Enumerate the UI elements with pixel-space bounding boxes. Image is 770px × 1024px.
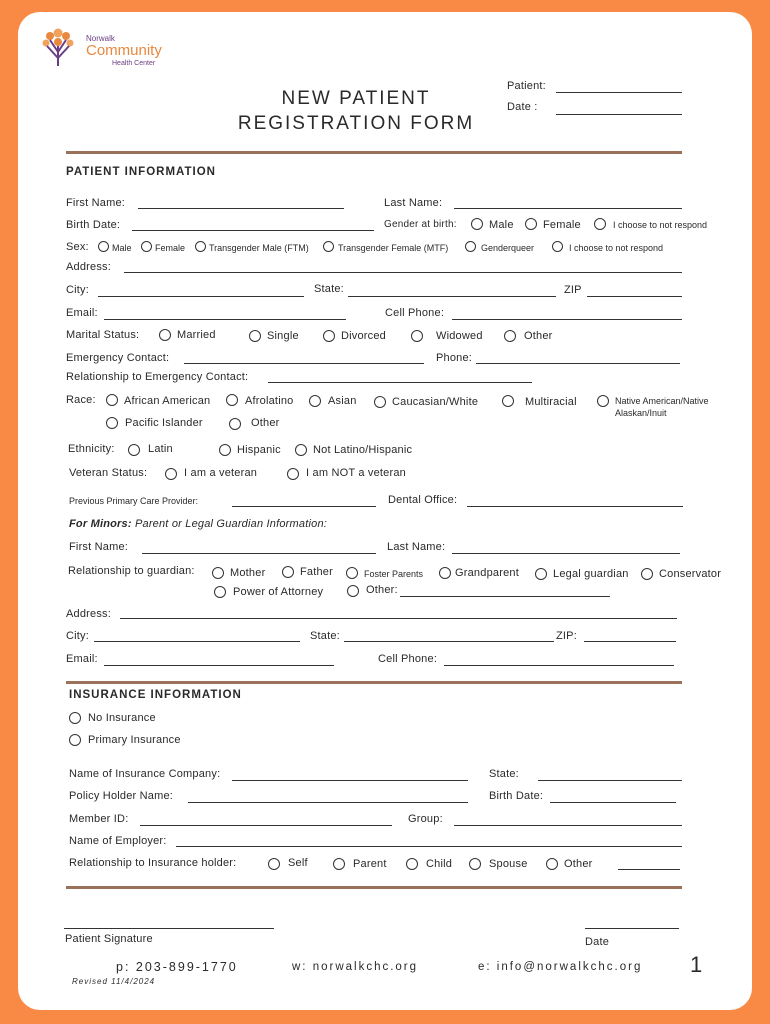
sex-norespond-radio[interactable] [552, 241, 563, 252]
footer-email: e: info@norwalkchc.org [478, 961, 643, 973]
veteran-no-radio[interactable] [287, 468, 299, 480]
veteran-yes-label: I am a veteran [184, 467, 258, 479]
ethnicity-hispanic-label: Hispanic [237, 444, 281, 456]
form-title-line2: REGISTRATION FORM [237, 113, 475, 134]
ethnicity-latin-radio[interactable] [128, 444, 140, 456]
minor-email-field[interactable] [104, 665, 334, 666]
sex-female-radio[interactable] [141, 241, 152, 252]
section-divider [66, 681, 682, 684]
member-id-field[interactable] [140, 825, 392, 826]
sex-norespond-label: I choose to not respond [569, 243, 664, 253]
sex-ftm-radio[interactable] [195, 241, 206, 252]
insurance-state-label: State: [489, 768, 519, 780]
first-name-field[interactable] [138, 208, 344, 209]
insurance-heading: INSURANCE INFORMATION [69, 689, 242, 701]
ins-spouse-radio[interactable] [469, 858, 481, 870]
primary-insurance-label: Primary Insurance [88, 734, 181, 746]
race-label: Race: [66, 394, 96, 406]
marital-other-label: Other [524, 330, 553, 342]
logo [38, 26, 162, 82]
race-multiracial-label: Multiracial [525, 396, 577, 408]
address-field[interactable] [124, 272, 682, 273]
marital-single-radio[interactable] [249, 330, 261, 342]
cell-phone-field[interactable] [452, 319, 682, 320]
insurance-birth-date-field[interactable] [550, 802, 676, 803]
sex-male-label: Male [112, 243, 132, 253]
guardian-mother-label: Mother [230, 567, 266, 579]
insurance-relationship-label: Relationship to Insurance holder: [69, 857, 237, 869]
gender-male-radio[interactable] [471, 218, 483, 230]
guardian-grandparent-radio[interactable] [439, 567, 451, 579]
ins-child-radio[interactable] [406, 858, 418, 870]
form-page [18, 12, 752, 1010]
race-asian-radio[interactable] [309, 395, 321, 407]
primary-care-field[interactable] [232, 506, 376, 507]
minor-last-name-label: Last Name: [387, 541, 446, 553]
race-african-american-radio[interactable] [106, 394, 118, 406]
gender-male-label: Male [489, 219, 514, 231]
sex-genderqueer-radio[interactable] [465, 241, 476, 252]
emergency-phone-label: Phone: [436, 352, 473, 364]
marital-married-label: Married [177, 329, 216, 341]
emergency-phone-field[interactable] [476, 363, 680, 364]
ins-other-label: Other [564, 858, 593, 870]
last-name-label: Last Name: [384, 197, 443, 209]
emergency-contact-label: Emergency Contact: [66, 352, 170, 364]
race-afrolatino-label: Afrolatino [245, 395, 294, 407]
section-divider [66, 151, 682, 154]
minor-email-label: Email: [66, 653, 98, 665]
dental-office-field[interactable] [467, 506, 683, 507]
gender-norespond-label: I choose to not respond [613, 220, 708, 230]
veteran-yes-radio[interactable] [165, 468, 177, 480]
sex-mtf-radio[interactable] [323, 241, 334, 252]
cell-phone-label: Cell Phone: [385, 307, 445, 319]
sex-female-label: Female [155, 243, 186, 253]
birth-date-field[interactable] [132, 230, 374, 231]
gender-female-radio[interactable] [525, 218, 537, 230]
minor-city-label: City: [66, 630, 89, 642]
sex-mtf-label: Transgender Female (MTF) [338, 243, 449, 253]
marital-divorced-radio[interactable] [323, 330, 335, 342]
minor-last-name-field[interactable] [452, 553, 680, 554]
veteran-no-label: I am NOT a veteran [306, 467, 406, 479]
last-name-field[interactable] [454, 208, 682, 209]
group-label: Group: [408, 813, 443, 825]
minors-heading-bold: For Minors: [69, 518, 132, 530]
race-native-american-label: Native American/Native [615, 396, 709, 406]
ethnicity-label: Ethnicity: [68, 443, 115, 455]
insurance-company-label: Name of Insurance Company: [69, 768, 221, 780]
ins-self-radio[interactable] [268, 858, 280, 870]
guardian-other-label: Other: [366, 584, 398, 596]
race-african-american-label: African American [124, 395, 211, 407]
marital-other-radio[interactable] [504, 330, 516, 342]
tree-logo-icon [38, 28, 78, 68]
footer-phone: p: 203-899-1770 [116, 960, 238, 974]
race-pacific-islander-radio[interactable] [106, 417, 118, 429]
ins-child-label: Child [426, 858, 453, 870]
relationship-emergency-field[interactable] [268, 382, 532, 383]
minor-address-field[interactable] [120, 618, 677, 619]
zip-field[interactable] [587, 296, 682, 297]
gender-at-birth-label: Gender at birth: [384, 219, 457, 230]
logo-line1: Norwalk [86, 34, 115, 43]
state-field[interactable] [348, 296, 556, 297]
ethnicity-latin-label: Latin [148, 443, 173, 455]
minor-cell-phone-field[interactable] [444, 665, 674, 666]
guardian-grandparent-label: Grandparent [455, 567, 519, 579]
marital-single-label: Single [267, 330, 299, 342]
minor-zip-label: ZIP: [556, 630, 577, 642]
minor-first-name-label: First Name: [69, 541, 129, 553]
minor-first-name-field[interactable] [142, 553, 376, 554]
ethnicity-not-latino-label: Not Latino/Hispanic [313, 444, 413, 456]
insurance-company-field[interactable] [232, 780, 468, 781]
marital-married-radio[interactable] [159, 329, 171, 341]
employer-field[interactable] [176, 846, 682, 847]
minors-heading-rest: Parent or Legal Guardian Information: [131, 518, 328, 530]
guardian-other-field[interactable] [400, 596, 610, 597]
minor-cell-phone-label: Cell Phone: [378, 653, 438, 665]
race-caucasian-label: Caucasian/White [392, 396, 479, 408]
city-field[interactable] [98, 296, 304, 297]
footer-web: w: norwalkchc.org [292, 961, 419, 973]
guardian-mother-radio[interactable] [212, 567, 224, 579]
page-number: 1 [690, 952, 703, 977]
minor-state-label: State: [310, 630, 340, 642]
guardian-legal-radio[interactable] [535, 568, 547, 580]
minor-city-field[interactable] [94, 641, 300, 642]
guardian-conservator-radio[interactable] [641, 568, 653, 580]
ins-other-field[interactable] [618, 869, 680, 870]
race-multiracial-radio[interactable] [502, 395, 514, 407]
race-native-american-label-line2: Alaskan/Inuit [615, 408, 667, 418]
race-pacific-islander-label: Pacific Islander [125, 417, 203, 429]
email-field[interactable] [104, 319, 346, 320]
relationship-emergency-label: Relationship to Emergency Contact: [66, 371, 249, 383]
footer-revised: Revised 11/4/2024 [72, 977, 156, 986]
race-native-american-radio[interactable] [597, 395, 609, 407]
guardian-father-label: Father [300, 566, 333, 578]
marital-widowed-radio[interactable] [411, 330, 423, 342]
race-other-radio[interactable] [229, 418, 241, 430]
guardian-father-radio[interactable] [282, 566, 294, 578]
guardian-poa-radio[interactable] [214, 586, 226, 598]
city-label: City: [66, 284, 89, 296]
state-label: State: [314, 283, 344, 295]
guardian-foster-radio[interactable] [346, 567, 358, 579]
guardian-legal-label: Legal guardian [553, 568, 629, 580]
ethnicity-not-latino-radio[interactable] [295, 444, 307, 456]
signature-date-label: Date [585, 936, 610, 948]
guardian-relationship-label: Relationship to guardian: [68, 565, 195, 577]
sex-ftm-label: Transgender Male (FTM) [209, 243, 309, 253]
minor-zip-field[interactable] [584, 641, 676, 642]
guardian-conservator-label: Conservator [659, 568, 722, 580]
emergency-contact-field[interactable] [184, 363, 424, 364]
dental-office-label: Dental Office: [388, 494, 458, 506]
policy-holder-field[interactable] [188, 802, 468, 803]
header-date-field[interactable] [556, 114, 682, 115]
veteran-status-label: Veteran Status: [69, 467, 148, 479]
patient-signature-field[interactable] [64, 928, 274, 929]
gender-norespond-radio[interactable] [594, 218, 606, 230]
logo-line3: Health Center [112, 60, 156, 67]
employer-label: Name of Employer: [69, 835, 167, 847]
no-insurance-label: No Insurance [88, 712, 156, 724]
marital-status-label: Marital Status: [66, 329, 140, 341]
header-patient-label: Patient: [507, 80, 546, 92]
first-name-label: First Name: [66, 197, 126, 209]
address-label: Address: [66, 261, 112, 273]
group-field[interactable] [454, 825, 682, 826]
gender-female-label: Female [543, 219, 581, 231]
race-other-label: Other [251, 417, 280, 429]
patient-info-heading: PATIENT INFORMATION [66, 166, 216, 178]
sex-label: Sex: [66, 241, 89, 253]
minor-address-label: Address: [66, 608, 112, 620]
ins-self-label: Self [288, 857, 308, 869]
logo-line2: Community [86, 42, 162, 59]
signature-date-field[interactable] [585, 928, 679, 929]
ins-spouse-label: Spouse [489, 858, 528, 870]
minor-state-field[interactable] [344, 641, 554, 642]
member-id-label: Member ID: [69, 813, 129, 825]
marital-widowed-label: Widowed [436, 330, 483, 342]
ins-parent-radio[interactable] [333, 858, 345, 870]
primary-care-label: Previous Primary Care Provider: [69, 496, 199, 506]
marital-divorced-label: Divorced [341, 330, 387, 342]
zip-label: ZIP [564, 284, 582, 296]
insurance-birth-date-label: Birth Date: [489, 790, 544, 802]
sex-male-radio[interactable] [98, 241, 109, 252]
minors-heading [69, 518, 327, 530]
insurance-state-field[interactable] [538, 780, 682, 781]
guardian-other-radio[interactable] [347, 585, 359, 597]
birth-date-label: Birth Date: [66, 219, 121, 231]
race-afrolatino-radio[interactable] [226, 394, 238, 406]
guardian-poa-label: Power of Attorney [233, 586, 324, 598]
ins-parent-label: Parent [353, 858, 387, 870]
patient-signature-label: Patient Signature [65, 933, 153, 945]
ins-other-radio[interactable] [546, 858, 558, 870]
guardian-foster-label: Foster Parents [364, 569, 424, 579]
policy-holder-label: Policy Holder Name: [69, 790, 174, 802]
race-caucasian-radio[interactable] [374, 396, 386, 408]
no-insurance-radio[interactable] [69, 712, 81, 724]
race-asian-label: Asian [328, 395, 357, 407]
primary-insurance-radio[interactable] [69, 734, 81, 746]
header-patient-field[interactable] [556, 92, 682, 93]
email-label: Email: [66, 307, 98, 319]
form-title-line1: NEW PATIENT [281, 88, 431, 109]
section-divider [66, 886, 682, 889]
sex-genderqueer-label: Genderqueer [481, 243, 535, 253]
header-date-label: Date : [507, 101, 538, 113]
ethnicity-hispanic-radio[interactable] [219, 444, 231, 456]
